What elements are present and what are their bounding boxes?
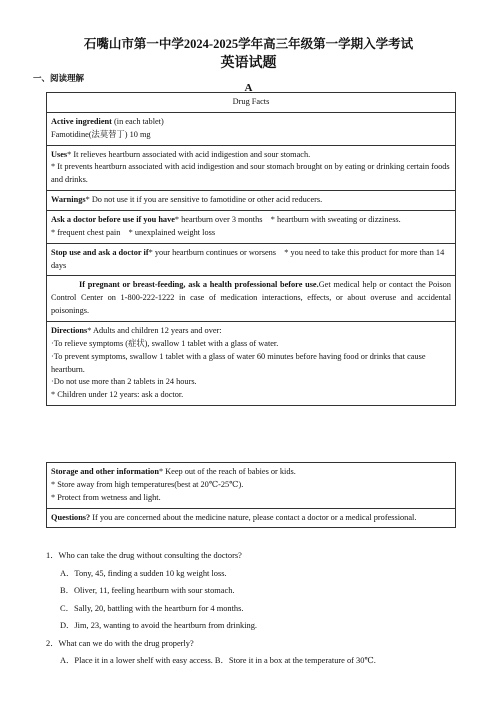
directions-line-4: * Children under 12 years: ask a doctor.	[51, 390, 184, 400]
storage-table	[46, 462, 456, 528]
active-ingredient-label: Active ingredient	[51, 116, 112, 126]
passage-letter: A	[244, 82, 253, 94]
stop-use-label: Stop use and ask a doctor if	[51, 247, 149, 257]
warnings-row	[47, 191, 456, 211]
storage-label: Storage and other information	[51, 467, 159, 476]
active-ingredient-value: Famotidine(法莫替丁) 10 mg	[51, 129, 151, 139]
storage-line-2: * Protect from wetness and light.	[51, 492, 161, 502]
questions-info-row	[47, 508, 456, 528]
directions-line-3: ·Do not use more than 2 tablets in 24 hours.	[51, 377, 197, 387]
pregnant-label: If pregnant or breast-feeding, ask a health professional before use.	[79, 280, 319, 290]
questions-info-text: If you are concerned about the medicine nature, please contact a doctor or a medical professional.	[90, 512, 417, 522]
question-1-stem: 1．Who can take the drug without consulting the doctors?	[46, 551, 242, 560]
uses-row	[47, 145, 456, 191]
stop-use-row	[47, 243, 456, 276]
directions-line-2: ·To prevent symptoms, swallow 1 tablet with a glass of water 60 minutes before having food or drinks that cause heartburn.	[51, 351, 426, 374]
directions-line-0: * Adults and children 12 years and over:	[87, 326, 222, 336]
drug-facts-heading: Drug Facts	[47, 93, 456, 113]
ask-doctor-text-2: * frequent chest pain * unexplained weight loss	[51, 227, 216, 237]
pregnant-text: Get medical help or contact the Poison Control Center on 1-800-222-1222 in case of medication interactions, effects, or about overuse and accidental poisonings.	[51, 280, 451, 316]
ask-doctor-row	[47, 211, 456, 244]
exam-title: 石嘴山市第一中学2024-2025学年高三年级第一学期入学考试	[83, 37, 414, 51]
question-1-option-a[interactable]: A．Tony, 45, finding a sudden 10 kg weight loss.	[60, 568, 227, 578]
storage-line-0: * Keep out of the reach of babies or kids.	[158, 467, 296, 476]
question-list	[46, 552, 466, 675]
warnings-label: Warnings	[51, 195, 86, 205]
drug-facts-table	[46, 92, 456, 406]
section-heading: 一、阅读理解	[33, 73, 85, 83]
pregnant-row	[47, 276, 456, 322]
directions-line-1: ·To relieve symptoms (症状), swallow 1 tablet with a glass of water.	[51, 338, 279, 348]
ask-doctor-label: Ask a doctor before use if you have	[51, 215, 175, 225]
uses-label: Uses	[51, 149, 68, 159]
directions-row	[47, 322, 456, 406]
question-2-options-ab[interactable]: A．Place it in a lower shelf with easy access. B．Store it in a box at the temperature of 30℃.	[60, 656, 376, 665]
question-1-option-d[interactable]: D．Jim, 23, wanting to avoid the heartburn from drinking.	[60, 621, 258, 630]
questions-info-label: Questions?	[51, 512, 91, 522]
uses-line-2: * It prevents heartburn associated with acid indigestion and sour stomach brought on by eating or drinking certain foods and drinks.	[51, 162, 450, 185]
ask-doctor-text-1: * heartburn over 3 months * heartburn with sweating or dizziness.	[174, 215, 401, 225]
storage-row	[47, 463, 456, 509]
warnings-text: * Do not use it if you are sensitive to famotidine or other acid reducers.	[85, 195, 323, 205]
question-2-stem: 2．What can we do with the drug properly?	[46, 638, 194, 648]
active-ingredient-note: (in each tablet)	[111, 116, 164, 126]
stop-use-text: * your heartburn continues or worsens * you need to take this product for more than 14 days	[51, 247, 447, 270]
uses-line-1: * It relieves heartburn associated with acid indigestion and sour stomach.	[67, 149, 311, 159]
storage-line-1: * Store away from high temperatures(best at 20℃-25℃).	[51, 479, 244, 489]
exam-subtitle: 英语试题	[220, 56, 277, 71]
active-ingredient-row	[47, 112, 456, 145]
question-1-option-b[interactable]: B．Oliver, 11, feeling heartburn with sour stomach.	[60, 586, 235, 595]
directions-label: Directions	[51, 326, 88, 336]
question-1-option-c[interactable]: C．Sally, 20, battling with the heartburn for 4 months.	[60, 603, 244, 613]
